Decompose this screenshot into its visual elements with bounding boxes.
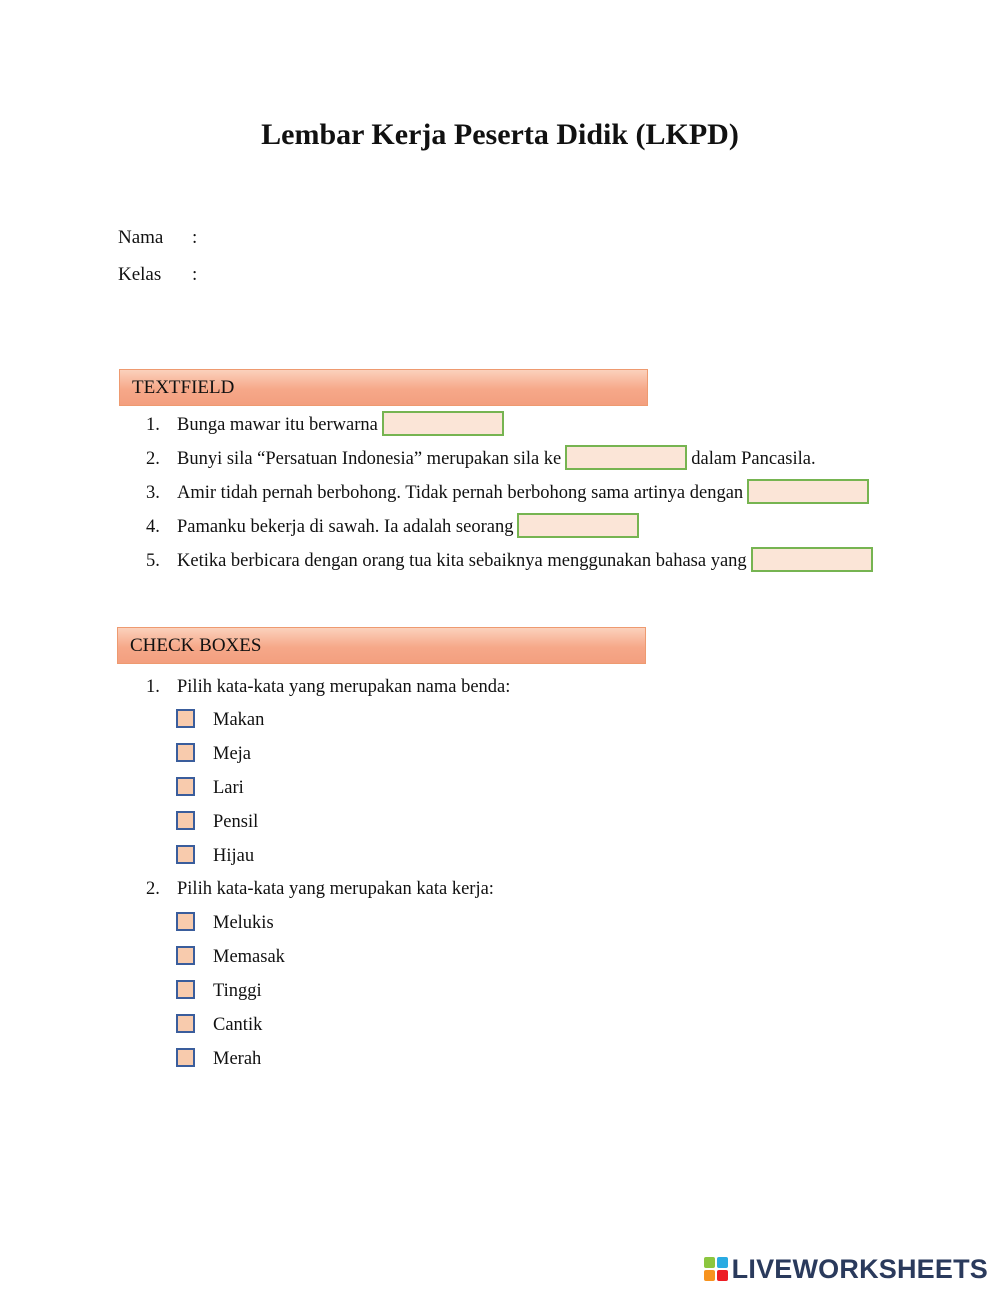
class-field-row — [118, 264, 197, 286]
checkbox-option[interactable] — [176, 913, 274, 934]
question-number: 3. — [146, 482, 160, 503]
checkbox-option[interactable] — [176, 778, 244, 799]
logo-square — [717, 1270, 728, 1281]
checkbox-option[interactable] — [176, 846, 254, 867]
checkbox-question-1 — [146, 677, 510, 698]
question-text: Pamanku bekerja di sawah. Ia adalah seorang — [177, 516, 514, 537]
checkbox-option[interactable] — [176, 1049, 261, 1070]
checkbox[interactable] — [176, 845, 195, 864]
checkbox-label: Meja — [213, 744, 252, 764]
checkbox-option[interactable] — [176, 981, 262, 1002]
name-separator: : — [192, 227, 198, 248]
question-text: Amir tidah pernah berbohong. Tidak pernah berbohong sama artinya dengan — [177, 482, 744, 503]
checkbox-option[interactable] — [176, 947, 285, 968]
answer-input-1[interactable] — [382, 411, 504, 436]
checkbox[interactable] — [176, 912, 195, 931]
page-title: Lembar Kerja Peserta Didik (LKPD) — [261, 118, 739, 151]
checkbox[interactable] — [176, 743, 195, 762]
question-number: 2. — [146, 448, 160, 469]
logo-square — [704, 1270, 715, 1281]
checkbox[interactable] — [176, 777, 195, 796]
brand-name: LIVEWORKSHEETS — [731, 1253, 988, 1284]
checkbox[interactable] — [176, 980, 195, 999]
liveworksheets-brand — [704, 1253, 988, 1285]
checkbox-label: Makan — [213, 710, 265, 730]
checkbox-question-2 — [146, 879, 494, 900]
checkbox[interactable] — [176, 709, 195, 728]
textfield-question-1 — [146, 413, 508, 438]
class-label: Kelas — [118, 264, 162, 285]
checkbox-label: Cantik — [213, 1015, 263, 1035]
question-number: 1. — [146, 414, 160, 435]
logo-square — [704, 1257, 715, 1268]
answer-input-4[interactable] — [517, 513, 639, 538]
question-text: Bunga mawar itu berwarna — [177, 414, 378, 435]
textfield-question-2 — [146, 447, 816, 472]
checkbox[interactable] — [176, 811, 195, 830]
question-number: 4. — [146, 516, 160, 537]
checkbox-option[interactable] — [176, 1015, 262, 1036]
checkbox[interactable] — [176, 946, 195, 965]
checkbox-label: Melukis — [213, 913, 274, 933]
answer-input-2[interactable] — [565, 445, 687, 470]
checkbox-option[interactable] — [176, 710, 264, 731]
name-label: Nama — [118, 227, 164, 248]
checkbox[interactable] — [176, 1048, 195, 1067]
class-separator: : — [192, 264, 198, 285]
checkbox-label: Hijau — [213, 846, 255, 866]
checkbox-label: Memasak — [213, 947, 285, 967]
question-text: Bunyi sila “Persatuan Indonesia” merupakan sila ke — [177, 448, 562, 469]
checkbox-label: Pensil — [213, 812, 259, 832]
name-field-row — [118, 227, 197, 249]
answer-input-3[interactable] — [747, 479, 869, 504]
logo-square — [717, 1257, 728, 1268]
checkbox-option[interactable] — [176, 812, 258, 833]
question-text: Ketika berbicara dengan orang tua kita sebaiknya menggunakan bahasa yang — [177, 550, 747, 571]
textfield-question-4 — [146, 515, 643, 540]
checkbox-label: Merah — [213, 1049, 262, 1069]
question-number: 1. — [146, 677, 160, 697]
checkbox[interactable] — [176, 1014, 195, 1033]
question-text: Pilih kata-kata yang merupakan kata kerja: — [177, 879, 494, 899]
textfield-question-5 — [146, 549, 877, 574]
checkbox-option[interactable] — [176, 744, 251, 765]
question-text-after: dalam Pancasila. — [691, 448, 816, 469]
checkbox-label: Lari — [213, 778, 244, 798]
textfield-section-header: TEXTFIELD — [119, 369, 648, 406]
liveworksheets-logo-icon — [704, 1257, 728, 1281]
question-text: Pilih kata-kata yang merupakan nama benda: — [177, 677, 511, 697]
textfield-question-3 — [146, 481, 873, 506]
checkbox-label: Tinggi — [213, 981, 262, 1001]
checkbox-section-header: CHECK BOXES — [117, 627, 646, 664]
question-number: 5. — [146, 550, 160, 571]
answer-input-5[interactable] — [751, 547, 873, 572]
question-number: 2. — [146, 879, 160, 899]
